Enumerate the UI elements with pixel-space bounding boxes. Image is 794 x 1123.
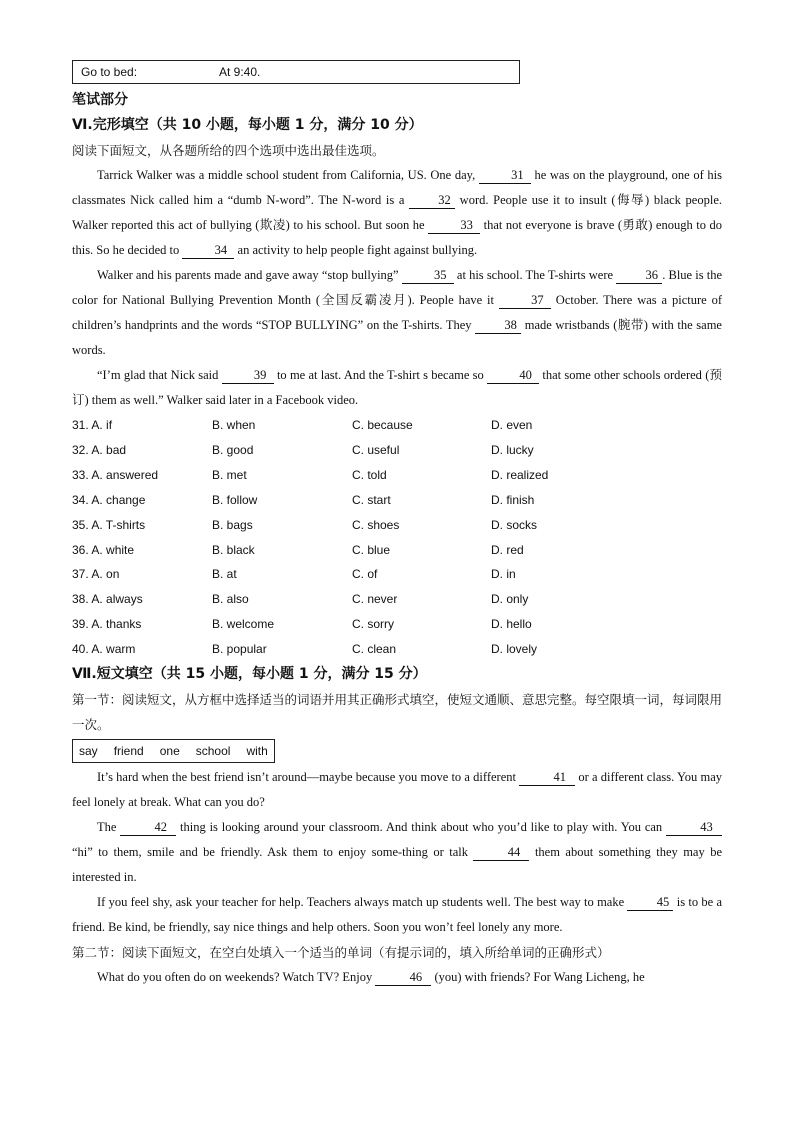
blank-33: 33: [428, 218, 480, 234]
blank-45: 45: [627, 895, 673, 911]
cloze-title: Ⅵ.完形填空（共 10 小题，每小题 1 分，满分 10 分）: [72, 117, 423, 133]
exam-page: [72, 60, 722, 990]
blank-35: 35: [402, 268, 454, 284]
cloze-paragraph-3: “I’m glad that Nick said 39 to me at last. And the T-shirt s became so 40 that some other schools ordered (预订) them as well.” Walker said later in a Facebook video.: [72, 368, 723, 407]
option-row: 38. A. always B. also C. never D. only: [72, 592, 529, 607]
option-row: 35. A. T-shirts B. bags C. shoes D. socks: [72, 517, 538, 532]
word-box-item: with: [246, 744, 268, 759]
blank-46: 46: [375, 970, 431, 986]
fill-paragraph-2: The 42 thing is looking around your classroom. And think about who you’d like to play with. You can 43 “hi” to them, smile and be friendly. Ask them to enjoy some-thing or talk 44 them about something they may be interested in.: [72, 820, 723, 885]
blank-39: 39: [222, 368, 274, 384]
word-box: [72, 739, 275, 763]
option-row: 39. A. thanks B. welcome C. sorry D. hello: [72, 617, 532, 632]
blank-36: 36: [616, 268, 662, 284]
blank-32: 32: [409, 193, 455, 209]
option-row: 33. A. answered B. met C. told D. realized: [72, 467, 549, 482]
blank-42: 42: [120, 820, 176, 836]
option-row: 37. A. on B. at C. of D. in: [72, 567, 516, 582]
cloze-paragraph-2: Walker and his parents made and gave away “stop bullying” 35 at his school. The T-shirts were 36 . Blue is the color for National Bullying Prevention Month (全国反霸凌月). People have it 37 October. There was a picture of children’s handprints and the words “STOP BULLYING” on the T-shirts. They 38 made wristbands (腕带) with the same words.: [72, 268, 723, 357]
fill-in-title: Ⅶ.短文填空（共 15 小题，每小题 1 分，满分 15 分）: [72, 666, 427, 683]
word-box-item: one: [159, 744, 180, 759]
fill-paragraph-3: If you feel shy, ask your teacher for help. Teachers always match up students well. The best way to make 45 is to be a friend. Be kind, be friendly, say nice things and help others. Soon you won’t feel lonely any more.: [72, 895, 722, 935]
part1-instruction: 第一节：阅读短文，从方框中选择适当的词语并用其正确形式填空，使短文通顺、意思完整。每空限填一词，每词限用一次。: [72, 692, 723, 733]
blank-40: 40: [487, 368, 539, 384]
blank-38: 38: [475, 318, 521, 334]
option-row: 31. A. if B. when C. because D. even: [72, 418, 533, 432]
option-row: 32. A. bad B. good C. useful D. lucky: [72, 442, 534, 457]
blank-37: 37: [499, 293, 551, 309]
schedule-label: Go to bed:: [81, 65, 138, 79]
blank-34: 34: [182, 243, 234, 259]
option-row: 36. A. white B. black C. blue D. red: [72, 542, 524, 557]
fill-paragraph-1: It’s hard when the best friend isn’t around—maybe because you move to a different 41 or a different class. You may feel lonely at break. What can you do?: [72, 770, 722, 810]
blank-43: 43: [666, 820, 722, 836]
written-section-heading: 笔试部分: [72, 92, 128, 108]
cloze-paragraph-1: Tarrick Walker was a middle school student from California, US. One day, 31 he was on the playground, one of his classmates Nick called him a “dumb N-word”. The N-word is a 32 word. People use it to insult (侮辱) black people. Walker reported this act of bullying (欺凌) to his school. But soon he 33 that not everyone is brave (勇敢) enough to do this. So he decided to 34 an activity to help people fight against bullying.: [72, 168, 722, 257]
fill-paragraph-4: What do you often do on weekends? Watch TV? Enjoy 46 (you) with friends? For Wang Licheng, he: [97, 970, 645, 985]
schedule-box: [72, 60, 520, 84]
schedule-value: At 9:40.: [219, 65, 261, 79]
option-row: 34. A. change B. follow C. start D. finish: [72, 492, 535, 507]
blank-31: 31: [479, 168, 531, 184]
word-box-item: say: [79, 744, 98, 759]
cloze-instruction: 阅读下面短文，从各题所给的四个选项中选出最佳选项。: [72, 143, 385, 158]
part2-instruction: 第二节：阅读下面短文，在空白处填入一个适当的单词（有提示词的，填入所给单词的正确形式）: [72, 945, 610, 961]
word-box-item: friend: [113, 744, 144, 759]
blank-44: 44: [473, 845, 529, 861]
word-box-item: school: [195, 744, 231, 759]
blank-41: 41: [519, 770, 575, 786]
cloze-options: [72, 413, 722, 662]
option-row: 40. A. warm B. popular C. clean D. lovely: [72, 642, 538, 657]
